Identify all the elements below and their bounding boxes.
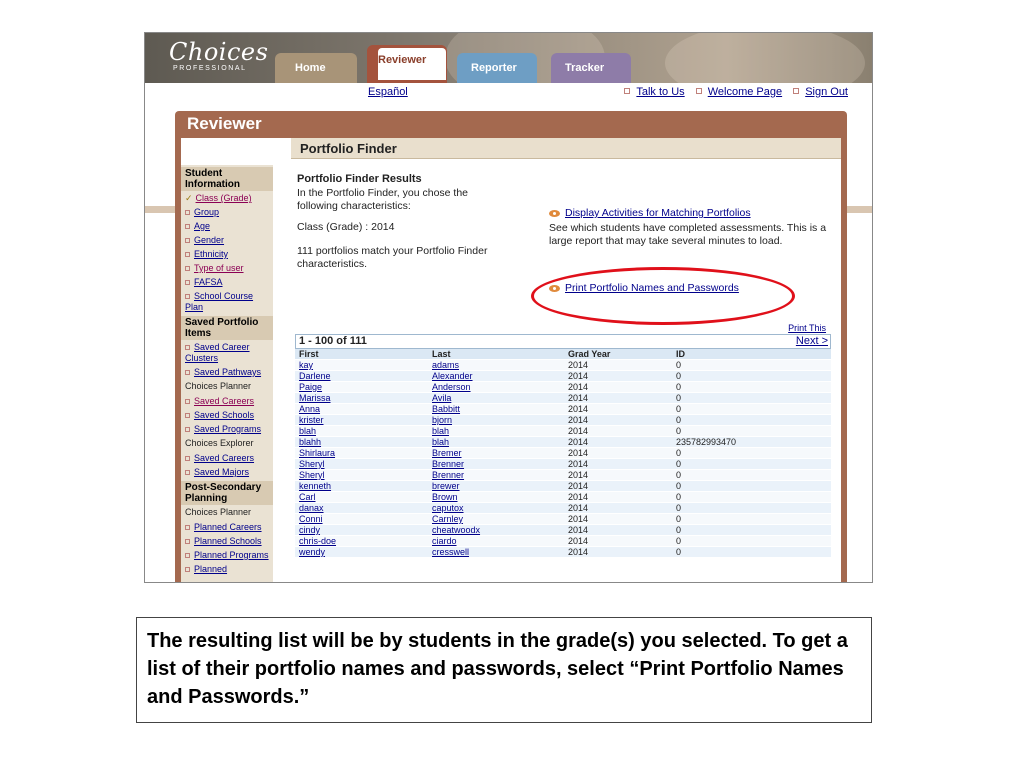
sidebar-item-fafsa[interactable]: FAFSA [181,275,273,289]
bullet-icon [185,413,190,418]
last-name-link[interactable]: cresswell [432,547,470,557]
table-cell: 2014 [564,426,672,437]
table-cell [428,393,564,404]
table-header-row [295,349,831,360]
table-row [295,415,831,426]
choices-logo[interactable] [169,38,269,77]
table-cell: 0 [672,404,831,415]
sidebar-item-gender[interactable]: Gender [181,233,273,247]
display-activities-item[interactable] [549,207,751,219]
first-name-link[interactable]: Darlene [299,371,331,381]
last-name-link[interactable]: blah [432,437,450,447]
table-row [295,393,831,404]
espanol-link[interactable]: Español [368,86,408,98]
screenshot-window [144,32,873,583]
table-row [295,503,831,514]
table-cell [428,360,564,371]
decor-stripe-left [145,206,175,213]
bullet-icon [185,370,190,375]
last-name-link[interactable]: blah [432,426,450,436]
sidebar-label-choices-explorer: Choices Explorer [185,438,254,448]
table-cell: 0 [672,382,831,393]
last-name-link[interactable]: bjorn [432,415,453,425]
last-name-link[interactable]: Anderson [432,382,471,392]
tab-home[interactable] [275,53,357,83]
table-body [295,360,831,558]
tab-reviewer-label: Reviewer [378,54,427,66]
sidebar-item-planned-programs[interactable]: Planned Programs [181,548,273,562]
table-cell: 2014 [564,514,672,525]
section-title: Portfolio Finder [300,141,397,156]
table-cell: 2014 [564,448,672,459]
bullet-icon [185,456,190,461]
welcome-page-link[interactable]: Welcome Page [707,86,783,98]
table-cell [295,492,428,503]
last-name-link[interactable]: Carnley [432,514,464,524]
table-row [295,382,831,393]
logo-script: Choices [169,38,269,66]
table-cell: 2014 [564,503,672,514]
bullet-icon [185,553,190,558]
sidebar-head-student-info: Student Information [181,167,273,191]
tab-home-label: Home [295,62,326,74]
sidebar-item-class-grade[interactable]: ✓ Class (Grade) [185,193,252,203]
table-cell: 2014 [564,371,672,382]
table-cell: 2014 [564,360,672,371]
sidebar-label-choices-planner: Choices Planner [185,381,252,391]
table-cell [295,514,428,525]
table-cell: 235782993470 [672,437,831,448]
sidebar-head-saved-portfolio: Saved Portfolio Items [181,316,273,340]
display-activities-link[interactable]: Display Activities for Matching Portfolios [565,207,751,219]
last-name-link[interactable]: adams [432,360,460,370]
column-header-id[interactable]: ID [672,349,831,360]
table-cell: 2014 [564,525,672,536]
header-banner [145,33,872,83]
table-cell [428,547,564,558]
table-cell: 2014 [564,481,672,492]
bullet-icon [185,427,190,432]
tab-tracker-label: Tracker [565,62,605,74]
table-row [295,426,831,437]
table-cell: 0 [672,492,831,503]
tab-reviewer[interactable] [367,45,447,83]
table-row [295,514,831,525]
display-activities-description: See which students have completed assessments. This is a large report that may take several minutes to load. [549,222,827,247]
table-row [295,547,831,558]
sign-out-link[interactable]: Sign Out [805,86,848,98]
table-row [295,481,831,492]
table-row [295,371,831,382]
bullet-icon [185,252,190,257]
last-name-link[interactable]: brewer [432,481,460,491]
table-cell [428,415,564,426]
section-title-bar [291,138,841,159]
first-name-link[interactable]: blah [299,426,317,436]
results-description: In the Portfolio Finder, you chose the following characteristics: [297,187,469,212]
table-cell [428,448,564,459]
table-cell: 0 [672,448,831,459]
last-name-link[interactable]: Babbitt [432,404,461,414]
results-main [291,165,841,583]
last-name-link[interactable]: Brenner [432,470,465,480]
table-cell [295,525,428,536]
last-name-link[interactable]: cheatwoodx [432,525,481,535]
table-cell [295,360,428,371]
first-name-link[interactable]: Anna [299,404,321,414]
sidebar-item-planned-schools[interactable]: Planned Schools [181,534,273,548]
table-cell [428,470,564,481]
last-name-link[interactable]: Brown [432,492,458,502]
sidebar-item-school-course-plan[interactable]: School Course Plan [185,291,254,312]
table-cell [295,382,428,393]
first-name-link[interactable]: cindy [299,525,321,535]
last-name-link[interactable]: ciardo [432,536,457,546]
bullet-icon [185,224,190,229]
first-name-link[interactable]: chris-doe [299,536,337,546]
table-cell [428,525,564,536]
sidebar-item-saved-career-clusters[interactable]: Saved Career Clusters [185,342,250,363]
bullet-icon [185,345,190,350]
results-table [295,349,831,557]
table-cell: 0 [672,360,831,371]
table-cell [428,536,564,547]
column-header-first[interactable]: First [295,349,428,360]
results-class-line: Class (Grade) : 2014 [297,221,395,233]
table-cell [428,492,564,503]
table-row [295,470,831,481]
table-cell [428,514,564,525]
highlight-oval [531,267,795,325]
table-cell: 2014 [564,470,672,481]
table-cell [428,404,564,415]
sidebar-item-saved-careers[interactable]: Saved Careers [181,394,273,408]
table-cell: 2014 [564,437,672,448]
talk-to-us-link[interactable]: Talk to Us [636,86,685,98]
first-name-link[interactable]: blahh [299,437,322,447]
sidebar-item-saved-majors[interactable]: Saved Majors [181,465,273,479]
table-row [295,404,831,415]
table-row [295,437,831,448]
bullet-icon [185,539,190,544]
bullet-icon [185,266,190,271]
table-row [295,536,831,547]
table-cell [428,437,564,448]
table-cell: 0 [672,514,831,525]
sidebar-item-group[interactable]: Group [181,205,273,219]
table-cell [295,547,428,558]
tab-tracker[interactable] [551,53,631,83]
logo-sub: PROFESSIONAL [173,65,247,72]
first-name-link[interactable]: Sheryl [299,470,325,480]
table-cell: 2014 [564,536,672,547]
table-cell: 0 [672,536,831,547]
last-name-link[interactable]: Brenner [432,459,465,469]
table-row [295,459,831,470]
table-cell [295,503,428,514]
sidebar-item-saved-programs[interactable]: Saved Programs [181,422,273,436]
table-cell: 2014 [564,492,672,503]
print-this-link[interactable]: Print This [788,323,826,333]
panel-title: Reviewer [187,114,262,133]
next-page-link[interactable]: Next > [795,335,828,347]
table-cell [428,503,564,514]
table-cell [295,426,428,437]
sidebar-item-saved-careers-explorer[interactable]: Saved Careers [181,451,273,465]
table-cell [295,481,428,492]
bullet-icon [793,88,799,94]
checkmark-icon: ✓ [185,193,193,203]
table-cell: 2014 [564,547,672,558]
table-cell [295,448,428,459]
first-name-link[interactable]: kay [299,360,314,370]
sidebar [181,165,273,583]
bullet-icon [185,280,190,285]
table-cell: 2014 [564,404,672,415]
results-heading: Portfolio Finder Results [297,173,422,185]
table-cell: 0 [672,503,831,514]
bullet-icon [185,567,190,572]
table-cell [295,393,428,404]
table-cell: 0 [672,415,831,426]
tab-reporter[interactable] [457,53,537,83]
bullet-icon [185,238,190,243]
bullet-icon [696,88,702,94]
table-cell: 2014 [564,382,672,393]
table-cell [428,459,564,470]
table-cell: 0 [672,393,831,404]
table-cell [295,536,428,547]
sidebar-item-ethnicity[interactable]: Ethnicity [181,247,273,261]
table-cell [428,426,564,437]
tab-reporter-label: Reporter [471,62,517,74]
first-name-link[interactable]: Carl [299,492,316,502]
table-cell: 0 [672,547,831,558]
reviewer-panel [175,111,847,583]
first-name-link[interactable]: danax [299,503,324,513]
first-name-link[interactable]: Paige [299,382,323,392]
column-header-last[interactable]: Last [428,349,564,360]
top-links [145,83,872,105]
first-name-link[interactable]: Conni [299,514,323,524]
column-header-grad-year[interactable]: Grad Year [564,349,672,360]
table-cell: 0 [672,525,831,536]
sidebar-label-choices-planner-2: Choices Planner [185,507,252,517]
table-cell [428,371,564,382]
last-name-link[interactable]: caputox [432,503,464,513]
table-cell: 2014 [564,459,672,470]
result-range: 1 - 100 of 111 [299,335,367,347]
panel-content [181,138,841,583]
first-name-link[interactable]: krister [299,415,324,425]
table-cell: 0 [672,470,831,481]
table-cell [295,371,428,382]
sidebar-item-type-of-user[interactable]: Type of user [181,261,273,275]
table-cell: 2014 [564,393,672,404]
table-cell: 0 [672,459,831,470]
eye-icon [549,210,560,217]
sidebar-head-post-secondary: Post-Secondary Planning [181,481,273,505]
bullet-icon [185,470,190,475]
table-cell: 2014 [564,415,672,426]
sidebar-item-saved-pathways[interactable]: Saved Pathways [181,365,273,379]
bullet-icon [185,399,190,404]
sidebar-item-saved-schools[interactable]: Saved Schools [181,408,273,422]
last-name-link[interactable]: Alexander [432,371,473,381]
last-name-link[interactable]: Avila [432,393,452,403]
sidebar-item-planned-careers[interactable]: Planned Careers [181,520,273,534]
bullet-icon [624,88,630,94]
table-cell [295,415,428,426]
table-row [295,525,831,536]
first-name-link[interactable]: kenneth [299,481,332,491]
sidebar-item-age[interactable]: Age [181,219,273,233]
table-cell [295,437,428,448]
table-cell [428,481,564,492]
table-cell: 0 [672,481,831,492]
table-cell [295,404,428,415]
results-count: 111 portfolios match your Portfolio Finder characteristics. [297,245,488,270]
table-cell: 0 [672,371,831,382]
table-cell [295,470,428,481]
bullet-icon [185,294,190,299]
table-cell [295,459,428,470]
last-name-link[interactable]: Bremer [432,448,462,458]
table-row [295,492,831,503]
sidebar-item-planned[interactable]: Planned [181,562,273,576]
first-name-link[interactable]: wendy [299,547,326,557]
instruction-caption: The resulting list will be by students in the grade(s) you selected. To get a list of their portfolio names and passwords, select “Print Portfolio Names and Passwords.” [136,617,872,723]
first-name-link[interactable]: Shirlaura [299,448,336,458]
bullet-icon [185,210,190,215]
first-name-link[interactable]: Sheryl [299,459,325,469]
table-cell [428,382,564,393]
first-name-link[interactable]: Marissa [299,393,331,403]
table-cell: 0 [672,426,831,437]
pager-bar [295,334,831,349]
table-row [295,360,831,371]
bullet-icon [185,525,190,530]
print-names-passwords-link[interactable]: Print Portfolio Names and Passwords [565,282,739,294]
table-row [295,448,831,459]
